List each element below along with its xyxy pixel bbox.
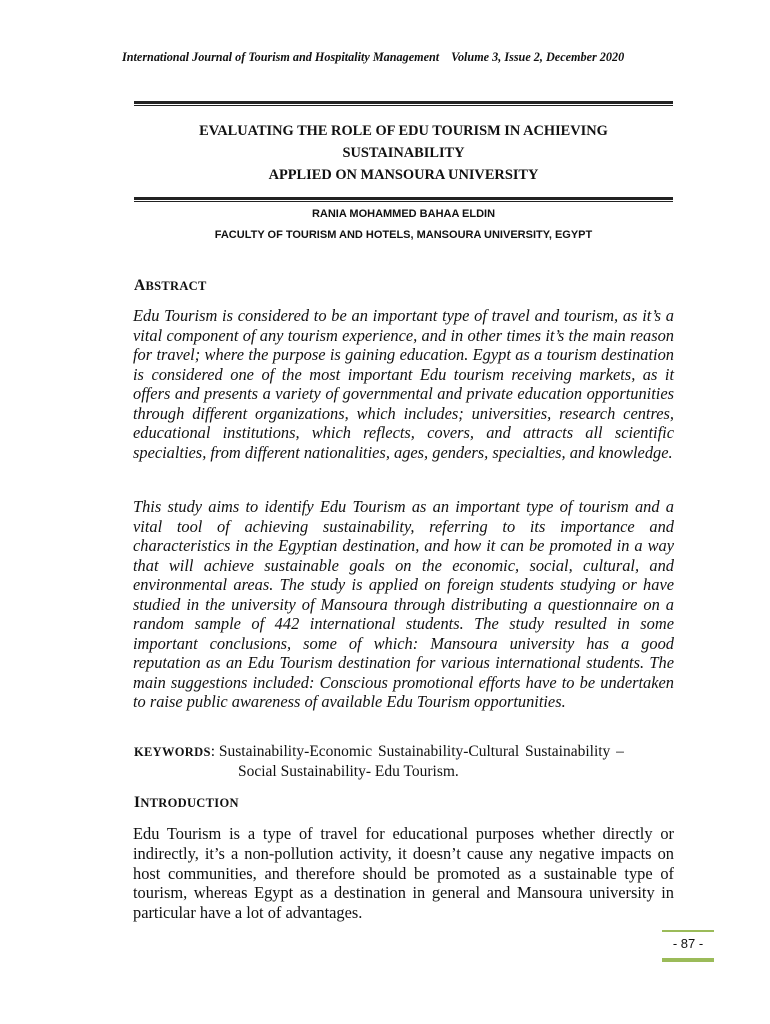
keywords-label: KEYWORDS [134,745,211,759]
page-number: - 87 - [672,936,704,951]
page-number-rule-bottom [662,958,714,962]
page-number-rule-top [662,930,714,932]
abstract-paragraph-2: This study aims to identify Edu Tourism as an important type of tourism and a vital tool of achieving sustainability, referring to its importance and characteristics in the Egyptian destination, and how it can be promoted in a way that will achieve sustainable goals on the economic, social, cultural, and environmental areas. The study is applied on foreign students studying or have studied in the university of Mansoura through distributing a questionnaire on a random sample of 442 international students. The study resulted in some important conclusions, some of which: Mansoura university has a good reputation as an Edu Tourism destination for various international students. The main suggestions included: Conscious promotional efforts have to be undertaken to raise public awareness of available Edu Tourism opportunities. [133,497,674,711]
title-line-1: EVALUATING THE ROLE OF EDU TOURISM IN ACHIEVING [199,123,608,139]
title-line-3: APPLIED ON MANSOURA UNIVERSITY [268,167,539,183]
introduction-heading: INTRODUCTION [134,794,239,811]
title-rule-top [134,101,673,106]
running-header [122,50,682,65]
author-affiliation: FACULTY OF TOURISM AND HOTELS, MANSOURA UNIVERSITY, EGYPT [214,229,593,241]
keywords-line-1: Sustainability-Economic Sustainability-Cultural Sustainability – [218,743,624,760]
keywords-block: KEYWORDS: Sustainability-Economic Sustainability-Cultural Sustainability – Social Sustainability- Edu Tourism. [134,742,675,782]
title-line-2: SUSTAINABILITY [342,145,465,161]
page-number-box [662,930,714,960]
author-name: RANIA MOHAMMED BAHAA ELDIN [311,208,496,220]
abstract-heading: ABSTRACT [134,277,207,294]
paper-title [134,120,673,186]
title-rule-bottom [134,197,673,202]
introduction-paragraph: Edu Tourism is a type of travel for educational purposes whether directly or indirectly, it’s a non-pollution activity, it doesn’t cause any negative impacts on host communities, and therefore should be promoted as a sustainable type of tourism, whereas Egypt as a destination in general and Mansoura university in particular have a lot of advantages. [133,824,674,923]
journal-name: International Journal of Tourism and Hospitality Management [122,50,440,64]
journal-volume: Volume 3, Issue 2, December 2020 [451,50,625,64]
abstract-paragraph-1: Edu Tourism is considered to be an important type of travel and tourism, as it’s a vital component of any tourism experience, and in other times it’s the main reason for travel; where the purpose is gaining education. Egypt as a tourism destination is considered one of the most important Edu tourism receiving markets, as it offers and presents a variety of governmental and private education opportunities through different organizations, which includes; universities, research centres, educational institutions, which reflects, covers, and attracts all scientific specialties, from different nationalities, ages, genders, specialties, and knowledge. [133,306,674,462]
keywords-line-2: Social Sustainability- Edu Tourism. [238,763,459,780]
